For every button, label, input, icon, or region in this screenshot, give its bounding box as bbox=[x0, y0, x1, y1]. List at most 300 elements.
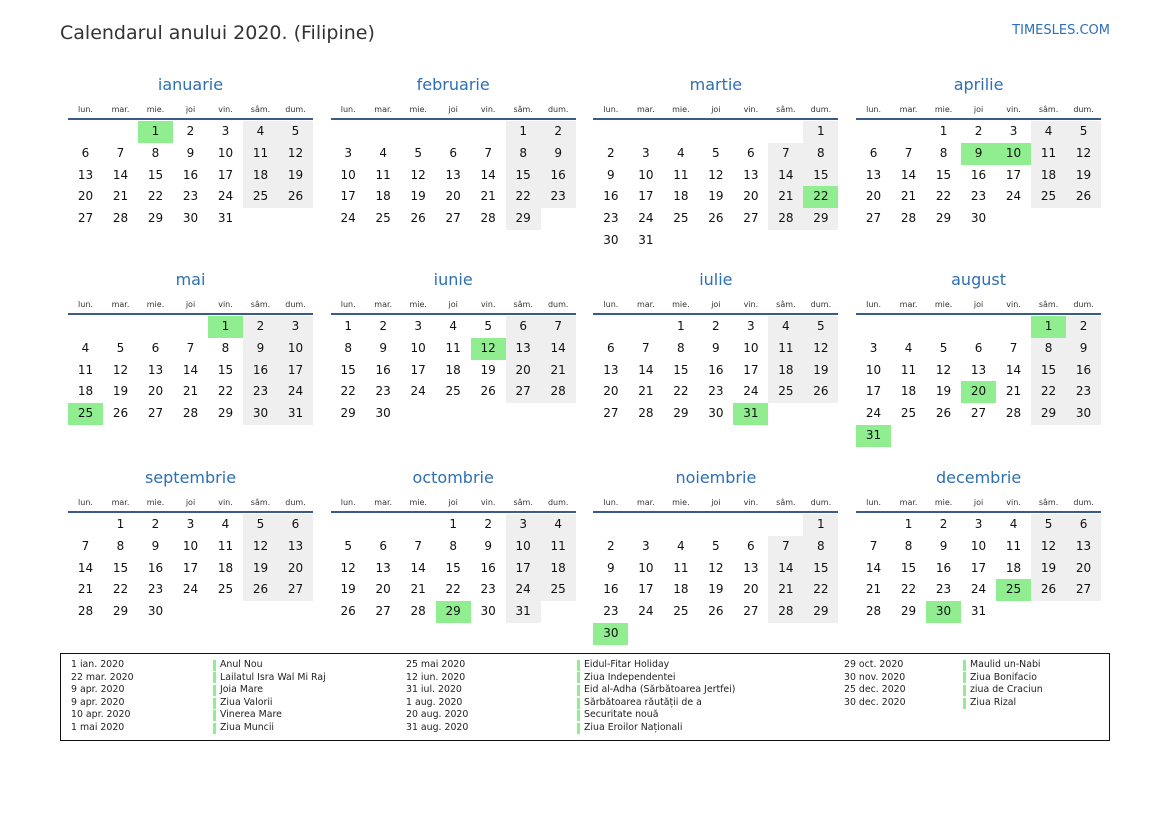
empty-day-cell bbox=[803, 230, 838, 252]
day-cell: 20 bbox=[445, 189, 461, 204]
weekend-day-cell: 8 bbox=[1031, 338, 1066, 360]
day-cell: 26 bbox=[935, 406, 952, 421]
weekend-day-cell: 15 bbox=[803, 558, 838, 580]
weekday-label: joi bbox=[185, 105, 196, 114]
empty-day-cell bbox=[768, 121, 803, 143]
weekday-label: lun. bbox=[603, 300, 619, 309]
weekend-day-cell: 12 bbox=[1066, 143, 1101, 165]
day-cell: 14 bbox=[112, 167, 129, 182]
weekday-label: joi bbox=[448, 105, 458, 114]
weekday-header-row bbox=[593, 495, 838, 513]
holiday-day-cell: 25 bbox=[996, 579, 1031, 601]
empty-day-cell bbox=[996, 316, 1031, 338]
day-cell: 15 bbox=[147, 167, 164, 182]
day-cell: 3 bbox=[186, 517, 195, 531]
holiday-entry bbox=[406, 672, 735, 685]
holiday-entry bbox=[406, 659, 735, 672]
weekday-label: mar. bbox=[111, 498, 130, 507]
day-cell: 22 bbox=[147, 189, 164, 204]
day-cell: 3 bbox=[344, 145, 352, 160]
day-cell: 27 bbox=[743, 211, 759, 226]
day-cell: 6 bbox=[747, 145, 755, 160]
day-cell: 20 bbox=[603, 384, 619, 399]
empty-day-cell bbox=[471, 121, 506, 143]
day-cell: 30 bbox=[970, 211, 987, 226]
weekend-day-cell: 14 bbox=[768, 558, 803, 580]
day-cell: 4 bbox=[221, 517, 230, 531]
holiday-day-cell: 20 bbox=[961, 381, 996, 403]
day-cell: 27 bbox=[743, 604, 759, 619]
empty-day-cell bbox=[593, 514, 628, 536]
holiday-name: Ziua Eroilor Naționali bbox=[584, 721, 683, 733]
weekend-day-cell: 16 bbox=[243, 360, 278, 382]
empty-day-cell bbox=[593, 121, 628, 143]
holiday-marker bbox=[577, 672, 580, 683]
day-cell: 5 bbox=[712, 538, 720, 553]
day-cell: 24 bbox=[865, 406, 882, 421]
holiday-date: 25 mai 2020 bbox=[406, 659, 466, 670]
day-cell: 6 bbox=[449, 145, 457, 160]
empty-day-cell bbox=[1031, 425, 1066, 447]
weekend-day-cell: 1 bbox=[803, 121, 838, 143]
empty-day-cell bbox=[1066, 601, 1101, 623]
day-cell: 27 bbox=[147, 406, 164, 421]
empty-day-cell bbox=[733, 514, 768, 536]
month-name: decembrie bbox=[935, 468, 1022, 487]
day-cell: 12 bbox=[708, 560, 724, 575]
weekend-day-cell: 9 bbox=[243, 338, 278, 360]
day-cell: 14 bbox=[638, 362, 654, 377]
day-cell: 3 bbox=[747, 319, 755, 333]
day-cell: 11 bbox=[900, 362, 917, 377]
holiday-date: 1 aug. 2020 bbox=[406, 696, 463, 708]
day-cell: 6 bbox=[379, 538, 387, 553]
day-cell: 11 bbox=[217, 538, 234, 553]
weekend-day-cell: 27 bbox=[1066, 579, 1101, 601]
day-cell: 22 bbox=[445, 582, 461, 597]
day-cell: 30 bbox=[147, 604, 164, 619]
weekend-day-cell: 19 bbox=[803, 360, 838, 382]
day-cell: 27 bbox=[865, 211, 882, 226]
month-name: februarie bbox=[416, 75, 490, 94]
empty-day-cell bbox=[173, 316, 208, 338]
empty-day-cell bbox=[1031, 208, 1066, 230]
weekday-label: dum. bbox=[547, 105, 569, 114]
weekday-label: dum. bbox=[547, 498, 569, 507]
empty-day-cell bbox=[663, 514, 698, 536]
day-cell: 13 bbox=[77, 167, 94, 182]
empty-day-cell bbox=[436, 121, 471, 143]
weekend-day-cell: 17 bbox=[278, 360, 313, 382]
weekend-day-cell: 3 bbox=[278, 316, 313, 338]
empty-day-cell bbox=[768, 623, 803, 645]
day-cell: 25 bbox=[217, 582, 234, 597]
day-cell: 21 bbox=[865, 582, 882, 597]
weekend-day-cell: 16 bbox=[541, 165, 576, 187]
day-cell: 18 bbox=[900, 384, 917, 399]
day-cell: 19 bbox=[340, 582, 356, 597]
holiday-day-cell: 10 bbox=[996, 143, 1031, 165]
day-cell: 14 bbox=[900, 167, 917, 182]
weekend-day-cell: 3 bbox=[506, 514, 541, 536]
holiday-marker bbox=[577, 723, 580, 734]
holiday-entry bbox=[406, 709, 735, 722]
day-cell: 5 bbox=[712, 145, 720, 160]
day-cell: 4 bbox=[379, 145, 387, 160]
day-cell: 18 bbox=[673, 582, 689, 597]
day-cell: 14 bbox=[865, 560, 882, 575]
day-cell: 15 bbox=[935, 167, 952, 182]
weekend-day-cell: 1 bbox=[506, 121, 541, 143]
empty-day-cell bbox=[856, 121, 891, 143]
holiday-entry bbox=[844, 659, 1043, 672]
holiday-marker bbox=[963, 698, 966, 709]
holiday-name: Vinerea Mare bbox=[220, 709, 282, 721]
day-cell: 23 bbox=[375, 384, 391, 399]
day-cell: 1 bbox=[344, 319, 352, 333]
weekend-day-cell: 12 bbox=[243, 536, 278, 558]
holiday-marker bbox=[213, 685, 216, 696]
day-cell: 24 bbox=[638, 604, 654, 619]
empty-day-cell bbox=[891, 121, 926, 143]
weekday-label: sâm. bbox=[776, 105, 796, 114]
holiday-column bbox=[71, 659, 326, 735]
weekend-day-cell: 19 bbox=[278, 165, 313, 187]
weekend-day-cell: 29 bbox=[506, 208, 541, 230]
day-cell: 20 bbox=[77, 189, 94, 204]
day-cell: 6 bbox=[974, 340, 983, 355]
empty-day-cell bbox=[401, 121, 436, 143]
empty-day-cell bbox=[698, 121, 733, 143]
holiday-date: 31 aug. 2020 bbox=[406, 721, 469, 733]
weekday-label: mar. bbox=[636, 498, 655, 507]
day-cell: 24 bbox=[410, 384, 426, 399]
weekend-day-cell: 22 bbox=[506, 186, 541, 208]
day-cell: 7 bbox=[116, 145, 125, 160]
empty-day-cell bbox=[926, 316, 961, 338]
day-cell: 8 bbox=[151, 145, 160, 160]
empty-day-cell bbox=[366, 121, 401, 143]
holiday-marker bbox=[577, 698, 580, 709]
day-cell: 25 bbox=[900, 406, 917, 421]
day-cell: 3 bbox=[642, 145, 650, 160]
day-cell: 6 bbox=[81, 145, 90, 160]
weekend-day-cell: 8 bbox=[803, 536, 838, 558]
day-cell: 1 bbox=[939, 124, 948, 138]
day-cell: 20 bbox=[743, 189, 759, 204]
day-cell: 29 bbox=[935, 211, 952, 226]
weekend-day-cell: 28 bbox=[768, 208, 803, 230]
day-cell: 7 bbox=[81, 538, 90, 553]
weekday-label: joi bbox=[711, 105, 721, 114]
weekend-day-cell: 13 bbox=[1066, 536, 1101, 558]
day-cell: 13 bbox=[603, 362, 619, 377]
weekend-day-cell: 13 bbox=[506, 338, 541, 360]
empty-day-cell bbox=[926, 425, 961, 447]
day-cell: 22 bbox=[935, 189, 952, 204]
days-grid bbox=[68, 514, 313, 623]
day-cell: 30 bbox=[480, 604, 496, 619]
weekend-day-cell: 16 bbox=[1066, 360, 1101, 382]
weekday-label: lun. bbox=[78, 105, 93, 114]
site-link[interactable]: TIMESLES.COM bbox=[1012, 23, 1110, 38]
day-cell: 30 bbox=[603, 232, 619, 247]
holiday-name: Ziua Bonifacio bbox=[970, 671, 1037, 683]
holiday-entry bbox=[844, 672, 1043, 685]
holiday-day-cell: 9 bbox=[961, 143, 996, 165]
day-cell: 25 bbox=[673, 604, 689, 619]
weekday-label: sâm. bbox=[250, 300, 271, 309]
weekday-label: mar. bbox=[636, 300, 655, 309]
weekday-header-row bbox=[856, 102, 1101, 120]
weekend-day-cell: 14 bbox=[541, 338, 576, 360]
day-cell: 15 bbox=[112, 560, 129, 575]
day-cell: 5 bbox=[414, 145, 422, 160]
weekend-day-cell: 23 bbox=[243, 381, 278, 403]
day-cell: 25 bbox=[673, 211, 689, 226]
days-grid bbox=[856, 121, 1101, 230]
empty-day-cell bbox=[471, 403, 506, 425]
weekday-label: vin. bbox=[218, 300, 233, 309]
day-cell: 14 bbox=[77, 560, 94, 575]
day-cell: 13 bbox=[865, 167, 882, 182]
day-cell: 4 bbox=[677, 145, 685, 160]
weekday-label: lun. bbox=[866, 105, 882, 114]
weekday-label: joi bbox=[448, 300, 458, 309]
holiday-day-cell: 12 bbox=[471, 338, 506, 360]
weekend-day-cell: 1 bbox=[803, 514, 838, 536]
weekend-day-cell: 25 bbox=[1031, 186, 1066, 208]
day-cell: 15 bbox=[900, 560, 917, 575]
holiday-marker bbox=[213, 723, 216, 734]
weekday-label: lun. bbox=[603, 498, 619, 507]
weekday-label: mar. bbox=[636, 105, 655, 114]
day-cell: 29 bbox=[112, 604, 129, 619]
weekend-day-cell: 29 bbox=[803, 208, 838, 230]
day-cell: 21 bbox=[900, 189, 917, 204]
day-cell: 10 bbox=[217, 145, 234, 160]
weekend-day-cell: 26 bbox=[243, 579, 278, 601]
weekend-day-cell: 10 bbox=[506, 536, 541, 558]
month-block-iulie bbox=[593, 270, 838, 468]
holiday-column bbox=[844, 659, 1043, 709]
day-cell: 23 bbox=[603, 604, 619, 619]
holiday-entry bbox=[71, 722, 326, 735]
holiday-date: 1 ian. 2020 bbox=[71, 659, 125, 670]
holiday-day-cell: 22 bbox=[803, 186, 838, 208]
weekday-label: dum. bbox=[810, 498, 832, 507]
weekday-label: mie. bbox=[409, 300, 427, 309]
weekend-day-cell: 28 bbox=[768, 601, 803, 623]
empty-day-cell bbox=[628, 121, 663, 143]
day-cell: 9 bbox=[379, 340, 387, 355]
day-cell: 1 bbox=[449, 517, 457, 531]
weekday-label: dum. bbox=[285, 105, 306, 114]
day-cell: 10 bbox=[638, 167, 654, 182]
day-cell: 24 bbox=[217, 189, 234, 204]
weekday-header-row bbox=[593, 297, 838, 315]
weekend-day-cell: 27 bbox=[506, 381, 541, 403]
weekday-label: mie. bbox=[672, 498, 690, 507]
weekday-label: lun. bbox=[78, 498, 93, 507]
month-block-martie bbox=[593, 75, 838, 270]
weekday-header-row bbox=[331, 297, 576, 315]
empty-day-cell bbox=[103, 121, 138, 143]
day-cell: 14 bbox=[410, 560, 426, 575]
empty-day-cell bbox=[733, 230, 768, 252]
holiday-entry bbox=[71, 684, 326, 697]
day-cell: 3 bbox=[414, 319, 422, 333]
day-cell: 27 bbox=[375, 604, 391, 619]
weekday-label: sâm. bbox=[250, 498, 271, 507]
day-cell: 23 bbox=[970, 189, 987, 204]
empty-day-cell bbox=[1066, 425, 1101, 447]
day-cell: 28 bbox=[865, 604, 882, 619]
weekday-label: dum. bbox=[1073, 300, 1094, 309]
empty-day-cell bbox=[996, 601, 1031, 623]
weekend-day-cell: 18 bbox=[541, 558, 576, 580]
holiday-name: Anul Nou bbox=[220, 659, 263, 670]
empty-day-cell bbox=[436, 403, 471, 425]
weekend-day-cell: 20 bbox=[278, 558, 313, 580]
weekday-label: vin. bbox=[218, 105, 233, 114]
day-cell: 24 bbox=[340, 211, 356, 226]
day-cell: 4 bbox=[81, 340, 90, 355]
weekend-day-cell: 20 bbox=[506, 360, 541, 382]
weekend-day-cell: 11 bbox=[1031, 143, 1066, 165]
weekday-label: lun. bbox=[340, 105, 356, 114]
weekday-label: vin. bbox=[743, 498, 759, 507]
holiday-entry bbox=[406, 697, 735, 710]
month-block-octombrie bbox=[331, 468, 576, 653]
empty-day-cell bbox=[366, 514, 401, 536]
weekend-day-cell: 9 bbox=[1066, 338, 1101, 360]
day-cell: 9 bbox=[151, 538, 160, 553]
weekend-day-cell: 15 bbox=[803, 165, 838, 187]
day-cell: 7 bbox=[642, 340, 650, 355]
empty-day-cell bbox=[401, 514, 436, 536]
empty-day-cell bbox=[68, 514, 103, 536]
day-cell: 21 bbox=[112, 189, 129, 204]
day-cell: 18 bbox=[673, 189, 689, 204]
holiday-marker bbox=[577, 710, 580, 721]
weekend-day-cell: 10 bbox=[278, 338, 313, 360]
day-cell: 29 bbox=[217, 406, 234, 421]
day-cell: 15 bbox=[340, 362, 356, 377]
weekend-day-cell: 22 bbox=[803, 579, 838, 601]
day-cell: 28 bbox=[480, 211, 496, 226]
weekday-label: joi bbox=[711, 498, 721, 507]
day-cell: 9 bbox=[939, 538, 948, 553]
empty-day-cell bbox=[331, 121, 366, 143]
day-cell: 8 bbox=[116, 538, 125, 553]
day-cell: 22 bbox=[217, 384, 234, 399]
empty-day-cell bbox=[278, 208, 313, 230]
day-cell: 28 bbox=[182, 406, 199, 421]
weekend-day-cell: 18 bbox=[768, 360, 803, 382]
holiday-name: Ziua Valorii bbox=[220, 696, 273, 708]
weekend-day-cell: 13 bbox=[278, 536, 313, 558]
day-cell: 17 bbox=[1005, 167, 1022, 182]
weekday-label: joi bbox=[973, 498, 984, 507]
weekend-day-cell: 5 bbox=[1066, 121, 1101, 143]
month-name: martie bbox=[689, 75, 743, 94]
weekend-day-cell: 2 bbox=[541, 121, 576, 143]
weekend-day-cell: 19 bbox=[1066, 165, 1101, 187]
day-cell: 17 bbox=[638, 189, 654, 204]
month-block-mai bbox=[68, 270, 313, 468]
day-cell: 17 bbox=[410, 362, 426, 377]
day-cell: 18 bbox=[217, 560, 234, 575]
day-cell: 31 bbox=[638, 232, 654, 247]
empty-day-cell bbox=[996, 425, 1031, 447]
day-cell: 26 bbox=[480, 384, 496, 399]
empty-day-cell bbox=[733, 623, 768, 645]
day-cell: 24 bbox=[182, 582, 199, 597]
empty-day-cell bbox=[663, 121, 698, 143]
weekday-label: vin. bbox=[218, 498, 233, 507]
weekend-day-cell: 26 bbox=[803, 381, 838, 403]
empty-day-cell bbox=[243, 601, 278, 623]
day-cell: 8 bbox=[677, 340, 685, 355]
weekday-header-row bbox=[593, 102, 838, 120]
day-cell: 7 bbox=[869, 538, 878, 553]
empty-day-cell bbox=[663, 230, 698, 252]
weekend-day-cell: 8 bbox=[803, 143, 838, 165]
holiday-entry bbox=[406, 684, 735, 697]
weekday-header-row bbox=[856, 297, 1101, 315]
weekday-label: mar. bbox=[899, 105, 918, 114]
day-cell: 19 bbox=[935, 384, 952, 399]
holiday-marker bbox=[213, 660, 216, 671]
weekday-label: mie. bbox=[672, 105, 690, 114]
day-cell: 7 bbox=[186, 340, 195, 355]
day-cell: 17 bbox=[743, 362, 759, 377]
day-cell: 22 bbox=[673, 384, 689, 399]
holiday-marker bbox=[577, 685, 580, 696]
empty-day-cell bbox=[173, 601, 208, 623]
day-cell: 14 bbox=[1005, 362, 1022, 377]
month-name: septembrie bbox=[144, 468, 237, 487]
day-cell: 23 bbox=[147, 582, 164, 597]
day-cell: 5 bbox=[344, 538, 352, 553]
weekday-label: mie. bbox=[934, 498, 953, 507]
days-grid bbox=[68, 121, 313, 230]
day-cell: 26 bbox=[410, 211, 426, 226]
empty-day-cell bbox=[733, 121, 768, 143]
month-name: noiembrie bbox=[675, 468, 757, 487]
day-cell: 29 bbox=[673, 406, 689, 421]
month-name: octombrie bbox=[412, 468, 494, 487]
day-cell: 23 bbox=[935, 582, 952, 597]
weekday-label: lun. bbox=[340, 300, 356, 309]
weekday-label: dum. bbox=[810, 300, 832, 309]
weekend-day-cell: 5 bbox=[243, 514, 278, 536]
day-cell: 2 bbox=[712, 319, 720, 333]
days-grid bbox=[68, 316, 313, 425]
holiday-list bbox=[60, 653, 1110, 741]
holiday-name: Lailatul Isra Wal Mi Raj bbox=[220, 671, 326, 683]
empty-day-cell bbox=[768, 230, 803, 252]
day-cell: 10 bbox=[743, 340, 759, 355]
empty-day-cell bbox=[278, 601, 313, 623]
month-name: iunie bbox=[433, 270, 473, 289]
weekend-day-cell: 4 bbox=[243, 121, 278, 143]
day-cell: 15 bbox=[673, 362, 689, 377]
day-cell: 11 bbox=[375, 167, 391, 182]
day-cell: 2 bbox=[484, 517, 492, 531]
weekend-day-cell: 31 bbox=[506, 601, 541, 623]
